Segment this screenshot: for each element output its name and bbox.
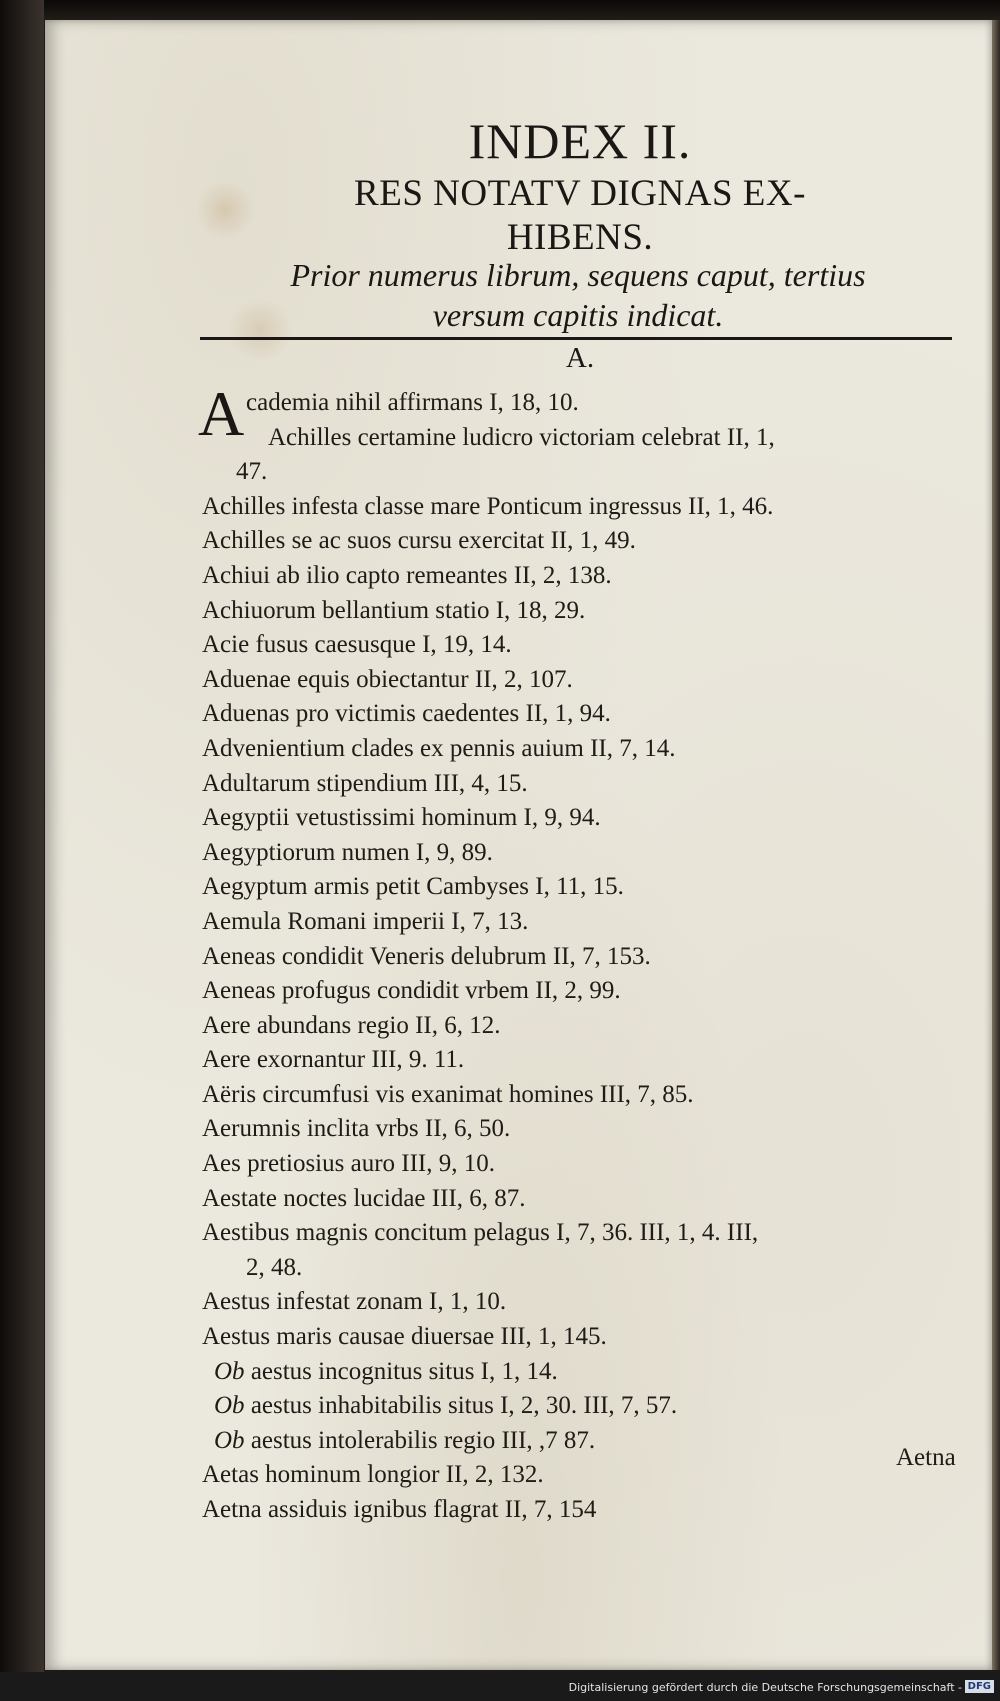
index-entry [202,421,972,456]
index-entry [202,767,972,802]
index-entry [202,1147,972,1182]
entry-text: Aere abundans regio II, 6, 12. [202,1011,501,1039]
entry-text: Aduenae equis obiectantur II, 2, 107. [202,665,573,693]
index-entry [202,1355,972,1390]
entry-text: aestus intolerabilis regio III, ,7 87. [244,1426,596,1454]
index-entry [202,732,972,767]
header-rule [200,337,952,340]
index-entry [202,940,972,975]
dfg-logo: DFG [965,1680,994,1693]
index-entry [202,974,972,1009]
entry-text: Achiuorum bellantium statio I, 18, 29. [202,596,586,624]
entry-text: Aere exornantur III, 9. 11. [202,1046,465,1074]
index-entry [202,490,972,525]
entry-text: Aemula Romani imperii I, 7, 13. [202,907,529,935]
entry-text: Acie fusus caesusque I, 19, 14. [202,631,512,659]
index-entry [202,801,972,836]
index-entry [202,455,972,490]
entry-text: Achilles se ac suos cursu exercitat II, 1, 49. [202,527,636,555]
index-entries [202,386,972,1528]
index-entry [202,697,972,732]
entry-text: Aestus maris causae diuersae III, 1, 145. [202,1323,607,1351]
index-entry [202,663,972,698]
entry-text: Aerumnis inclita vrbs II, 6, 50. [202,1115,511,1143]
entry-lead-word: Ob [214,1392,245,1420]
index-entry [202,870,972,905]
drop-cap: A [198,378,245,449]
index-entry [202,1182,972,1217]
note-line-2: versum capitis indicat. [432,297,724,333]
entry-text: Aeneas profugus condidit vrbem II, 2, 99. [202,977,621,1005]
section-letter: A. [565,342,595,374]
index-entry [202,836,972,871]
index-entry [202,1043,972,1078]
footer-credit: Digitalisierung gefördert durch die Deutsche Forschungsgemeinschaft - [568,1681,962,1694]
index-entry [202,1320,972,1355]
index-entry [202,386,972,421]
entry-text: Aetas hominum longior II, 2, 132. [202,1461,544,1489]
index-entry [202,1216,972,1251]
index-explanatory-note [198,255,958,335]
subtitle-line-2: HIBENS. [506,217,654,258]
entry-text: aestus inhabitabilis situs I, 2, 30. III, 7, 57. [244,1392,678,1420]
entry-lead-word: Ob [214,1426,245,1454]
index-subtitle [200,172,960,260]
index-entry [202,1009,972,1044]
entry-lead-word: Ob [214,1357,245,1385]
entry-text: Aetna assiduis ignibus flagrat II, 7, 154 [202,1496,597,1523]
index-entry [202,905,972,940]
entry-text: 2, 48. [246,1253,303,1281]
entry-text: cademia nihil affirmans I, 18, 10. [246,389,579,416]
entry-text: Aduenas pro victimis caedentes II, 1, 94. [202,700,611,728]
entry-text: Aegyptiorum numen I, 9, 89. [202,838,493,866]
index-entry [202,1493,972,1528]
index-entry [202,559,972,594]
entry-text: aestus incognitus situs I, 1, 14. [244,1357,558,1385]
index-entry [202,594,972,629]
index-entry [202,1251,972,1286]
entry-text: Advenientium clades ex pennis auium II, 7, 14. [202,734,676,762]
index-entry [202,1112,972,1147]
entry-text: Aëris circumfusi vis exanimat homines III, 7, 85. [202,1080,694,1108]
index-entry [202,1078,972,1113]
entry-text: 47. [236,458,268,486]
entry-text: Achilles infesta classe mare Ponticum ingressus II, 1, 46. [202,492,774,520]
index-entry [202,1458,972,1493]
book-spine [0,0,44,1701]
entry-text: Adultarum stipendium III, 4, 15. [202,769,528,797]
entry-text: Achilles certamine ludicro victoriam celebrat II, 1, [268,423,775,451]
entry-text: Aes pretiosius auro III, 9, 10. [202,1150,495,1178]
catchword: Aetna [896,1444,956,1471]
index-entry [202,1285,972,1320]
page-right-edge [992,20,1000,1670]
subtitle-line-1: RES NOTATV DIGNAS EX- [354,173,806,214]
entry-text: Aegyptum armis petit Cambyses I, 11, 15. [202,873,624,901]
index-entry [202,524,972,559]
index-entry [202,628,972,663]
index-entry [202,1424,972,1459]
entry-text: Aeneas condidit Veneris delubrum II, 7, 153. [202,942,651,970]
note-line-1: Prior numerus librum, sequens caput, tertius [290,257,866,293]
entry-text: Aegyptii vetustissimi hominum I, 9, 94. [202,804,601,832]
entry-text: Achiui ab ilio capto remeantes II, 2, 138. [202,561,612,589]
entry-text: Aestus infestat zonam I, 1, 10. [202,1288,507,1316]
index-title: INDEX II. [468,113,692,169]
entry-text: Aestibus magnis concitum pelagus I, 7, 36. III, 1, 4. III, [202,1219,759,1247]
index-entry [202,1389,972,1424]
entry-text: Aestate noctes lucidae III, 6, 87. [202,1184,526,1212]
